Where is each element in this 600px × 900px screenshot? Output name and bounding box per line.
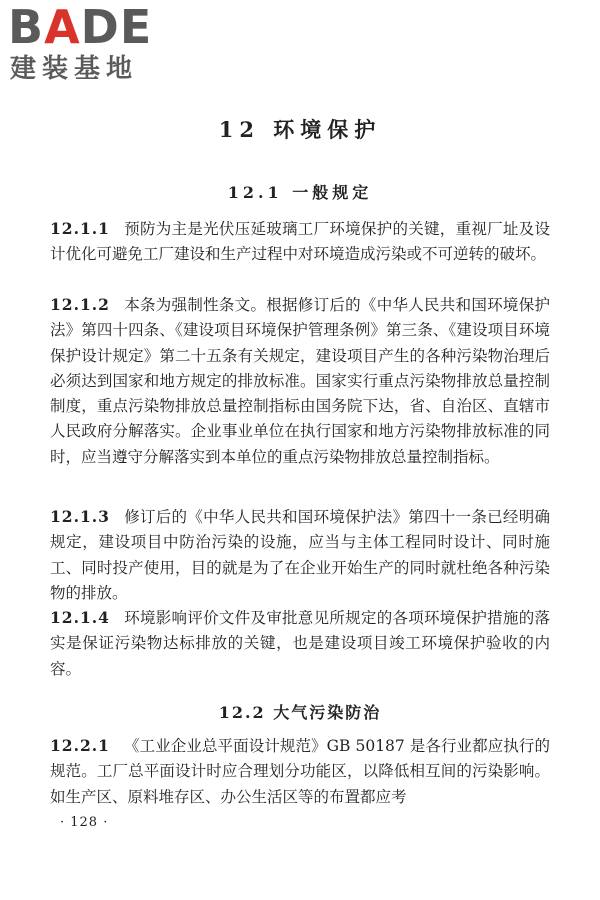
clause-text: 环境影响评价文件及审批意见所规定的各项环境保护措施的落实是保证污染物达标排放的关键，也是建设项目竣工环境保护验收的内容。	[50, 609, 550, 678]
logo-subtitle: 建装基地	[10, 54, 139, 84]
clause-paragraph	[50, 605, 550, 682]
clause-number: 12.1.2	[50, 295, 110, 314]
clause-paragraph	[50, 292, 550, 470]
bade-logo	[8, 0, 178, 86]
clause-text: 《工业企业总平面设计规范》GB 50187 是各行业都应执行的规范。工厂总平面设计时应合理划分功能区，以降低相互间的污染影响。如生产区、原料堆存区、办公生活区等的布置都应考	[50, 737, 550, 806]
clause-paragraph	[50, 216, 550, 268]
section-heading: 12.1 一般规定	[227, 183, 373, 202]
section-heading: 12.2 大气污染防治	[218, 703, 382, 722]
clause-text: 修订后的《中华人民共和国环境保护法》第四十一条已经明确规定，建设项目中防治污染的设施，应当与主体工程同时设计、同时施工、同时投产使用，目的就是为了在企业开始生产的同时就杜绝各种污染物的排放。	[50, 508, 550, 602]
page-number: · 128 ·	[60, 815, 109, 830]
clause-number: 12.1.1	[50, 219, 110, 238]
clause-paragraph	[50, 504, 550, 606]
logo-wordmark: BADE	[8, 0, 153, 54]
chapter-title: 12 环境保护	[218, 117, 382, 142]
clause-text: 预防为主是光伏压延玻璃工厂环境保护的关键，重视厂址及设计优化可避免工厂建设和生产过程中对环境造成污染或不可逆转的破坏。	[50, 220, 550, 264]
clause-paragraph	[50, 733, 550, 810]
clause-number: 12.1.4	[50, 608, 110, 627]
clause-text: 本条为强制性条文。根据修订后的《中华人民共和国环境保护法》第四十四条、《建设项目环境保护管理条例》第三条、《建设项目环境保护设计规定》第二十五条有关规定，建设项目产生的各种污染物治理后必须达到国家和地方规定的排放标准。国家实行重点污染物排放总量控制制度，重点污染物排放总量控制指标由国务院下达，省、自治区、直辖市人民政府分解落实。企业事业单位在执行国家和地方污染物排放标准的同时，应当遵守分解落实到本单位的重点污染物排放总量控制指标。	[50, 296, 550, 466]
clause-number: 12.1.3	[50, 507, 110, 526]
clause-number: 12.2.1	[50, 736, 110, 755]
